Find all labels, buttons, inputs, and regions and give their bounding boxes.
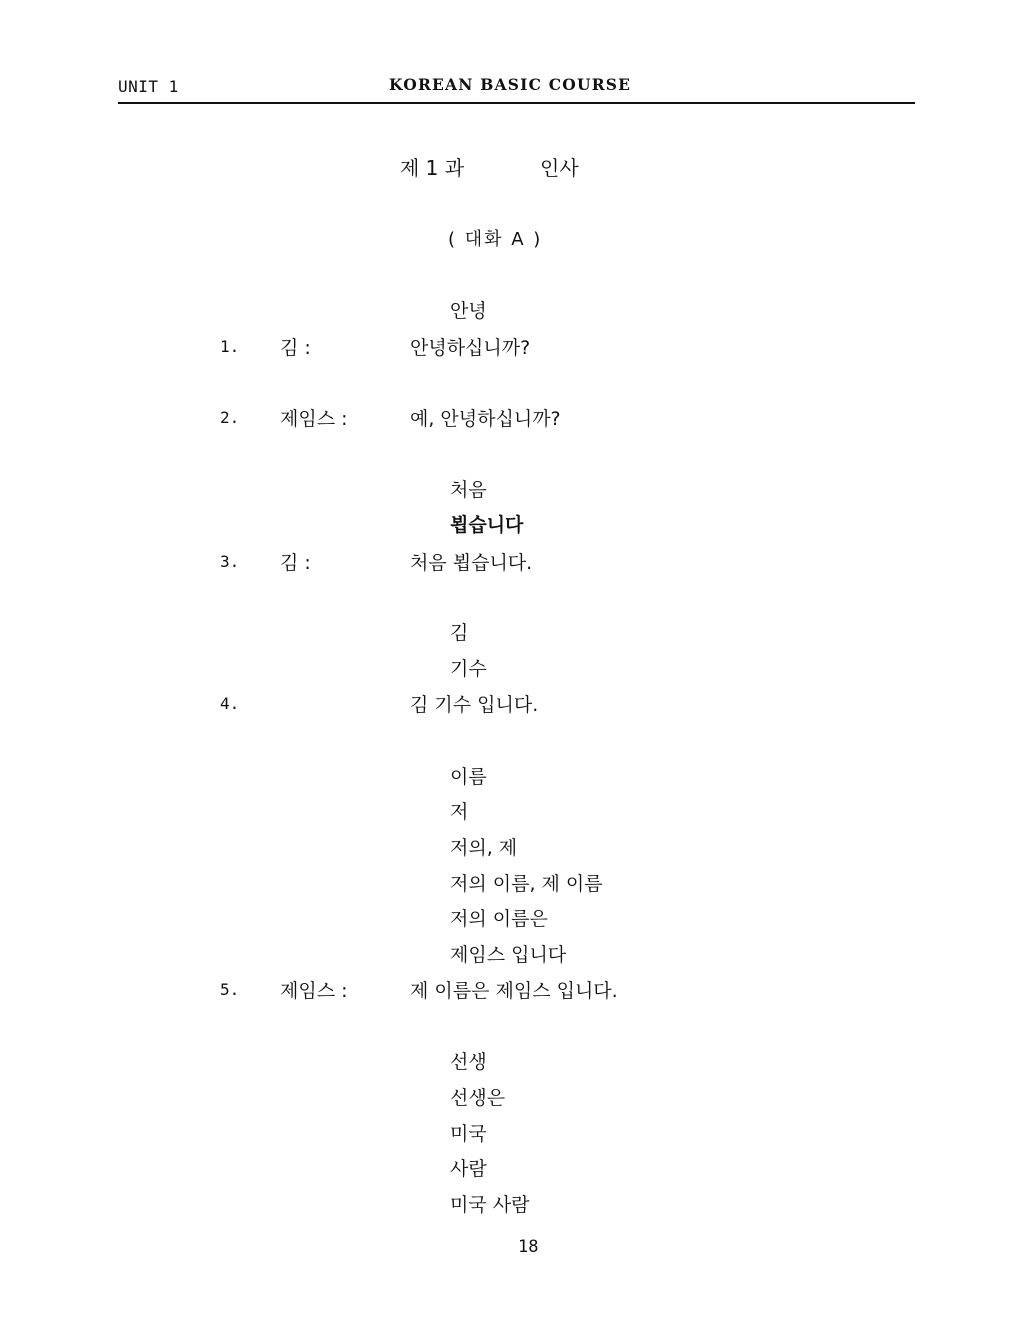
vocab-item: 뵙습니다 xyxy=(450,514,524,536)
speaker-label: 제임스 : xyxy=(280,980,348,1002)
vocab-item: 김 xyxy=(450,622,469,644)
vocab-item: 미국 xyxy=(450,1123,487,1145)
line-number: 5. xyxy=(220,980,240,999)
header-rule xyxy=(118,102,915,104)
vocab-item: 제임스 입니다 xyxy=(450,944,567,966)
vocab-item: 미국 사람 xyxy=(450,1194,530,1216)
course-title: KOREAN BASIC COURSE xyxy=(389,75,632,94)
line-number: 1. xyxy=(220,337,240,356)
dialogue-line: 처음 뵙습니다. xyxy=(410,552,533,574)
vocab-item: 처음 xyxy=(450,479,487,501)
unit-label: UNIT 1 xyxy=(118,77,179,96)
vocab-item: 사람 xyxy=(450,1158,487,1180)
vocab-item: 저의 이름, 제 이름 xyxy=(450,873,603,895)
speaker-label: 김 : xyxy=(280,337,311,359)
page-number: 18 xyxy=(518,1237,539,1257)
speaker-label: 제임스 : xyxy=(280,408,348,430)
vocab-item: 이름 xyxy=(450,766,487,788)
lesson-number: 제 1 과 xyxy=(400,156,465,180)
vocab-item: 선생 xyxy=(450,1051,487,1073)
dialogue-line: 제 이름은 제임스 입니다. xyxy=(410,980,618,1002)
dialogue-line: 예, 안녕하십니까? xyxy=(410,408,561,430)
vocab-item: 안녕 xyxy=(450,300,487,322)
vocab-item: 기수 xyxy=(450,658,487,680)
line-number: 3. xyxy=(220,552,240,571)
lesson-title: 인사 xyxy=(540,156,579,180)
vocab-item: 선생은 xyxy=(450,1087,506,1109)
dialogue-label: ( 대화 A ) xyxy=(448,229,543,250)
dialogue-line: 안녕하십니까? xyxy=(410,337,531,359)
line-number: 2. xyxy=(220,408,240,427)
vocab-item: 저의 이름은 xyxy=(450,908,548,930)
vocab-item: 저의, 제 xyxy=(450,837,518,859)
dialogue-line: 김 기수 입니다. xyxy=(410,694,539,716)
vocab-item: 저 xyxy=(450,801,469,823)
speaker-label: 김 : xyxy=(280,552,311,574)
line-number: 4. xyxy=(220,694,240,713)
